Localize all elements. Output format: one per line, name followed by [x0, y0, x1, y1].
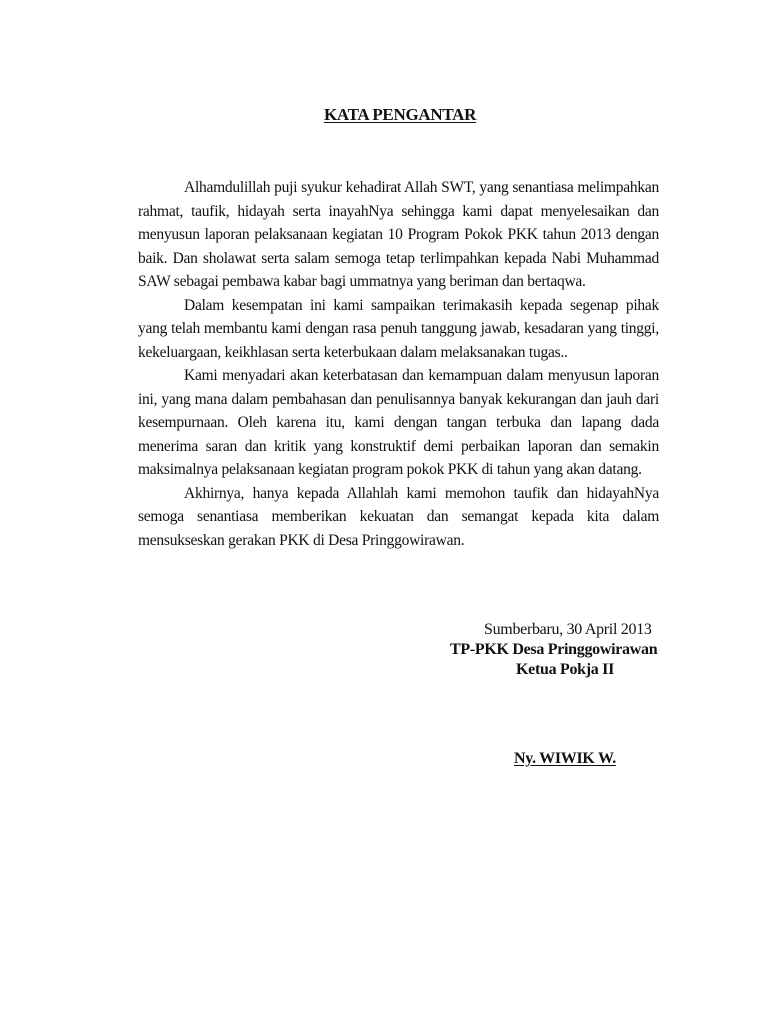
document-body: [138, 176, 659, 552]
signatory-name: Ny. WIWIK W.: [514, 750, 616, 767]
paragraph-3: Kami menyadari akan keterbatasan dan kemampuan dalam menyusun laporan ini, yang mana dalam pembahasan dan penulisannya banyak kekurangan dan jauh dari kesempurnaan. Oleh karena itu, kami dengan tangan terbuka dan lapang dada menerima saran dan kritik yang konstruktif demi perbaikan laporan dan semakin maksimalnya pelaksanaan kegiatan program pokok PKK di tahun yang akan datang.: [138, 367, 659, 478]
paragraph-1: Alhamdulillah puji syukur kehadirat Allah SWT, yang senantiasa melimpahkan rahmat, taufik, hidayah serta inayahNya sehingga kami dapat menyelesaikan dan menyusun laporan pelaksanaan kegiatan 10 Program Pokok PKK tahun 2013 dengan baik. Dan sholawat serta salam semoga tetap terlimpahkan kepada Nabi Muhammad SAW sebagai pembawa kabar bagi ummatnya yang beriman dan bertaqwa.: [138, 179, 659, 290]
signatory-role: Ketua Pokja II: [516, 661, 615, 678]
paragraph-4: Akhirnya, hanya kepada Allahlah kami memohon taufik dan hidayahNya semoga senantiasa memberikan kekuatan dan semangat kepada kita dalam mensukseskan gerakan PKK di Desa Pringgowirawan.: [138, 484, 659, 549]
signature-block: [430, 620, 700, 680]
place-date: Sumberbaru, 30 April 2013: [484, 621, 652, 638]
organization-name: TP-PKK Desa Pringgowirawan: [450, 641, 658, 658]
page-title: KATA PENGANTAR: [323, 105, 477, 124]
paragraph-2: Dalam kesempatan ini kami sampaikan terimakasih kepada segenap pihak yang telah membantu kami dengan rasa penuh tanggung jawab, kesadaran yang tinggi, kekeluargaan, keikhlasan serta keterbukaan dalam melaksanakan tugas..: [138, 296, 659, 361]
